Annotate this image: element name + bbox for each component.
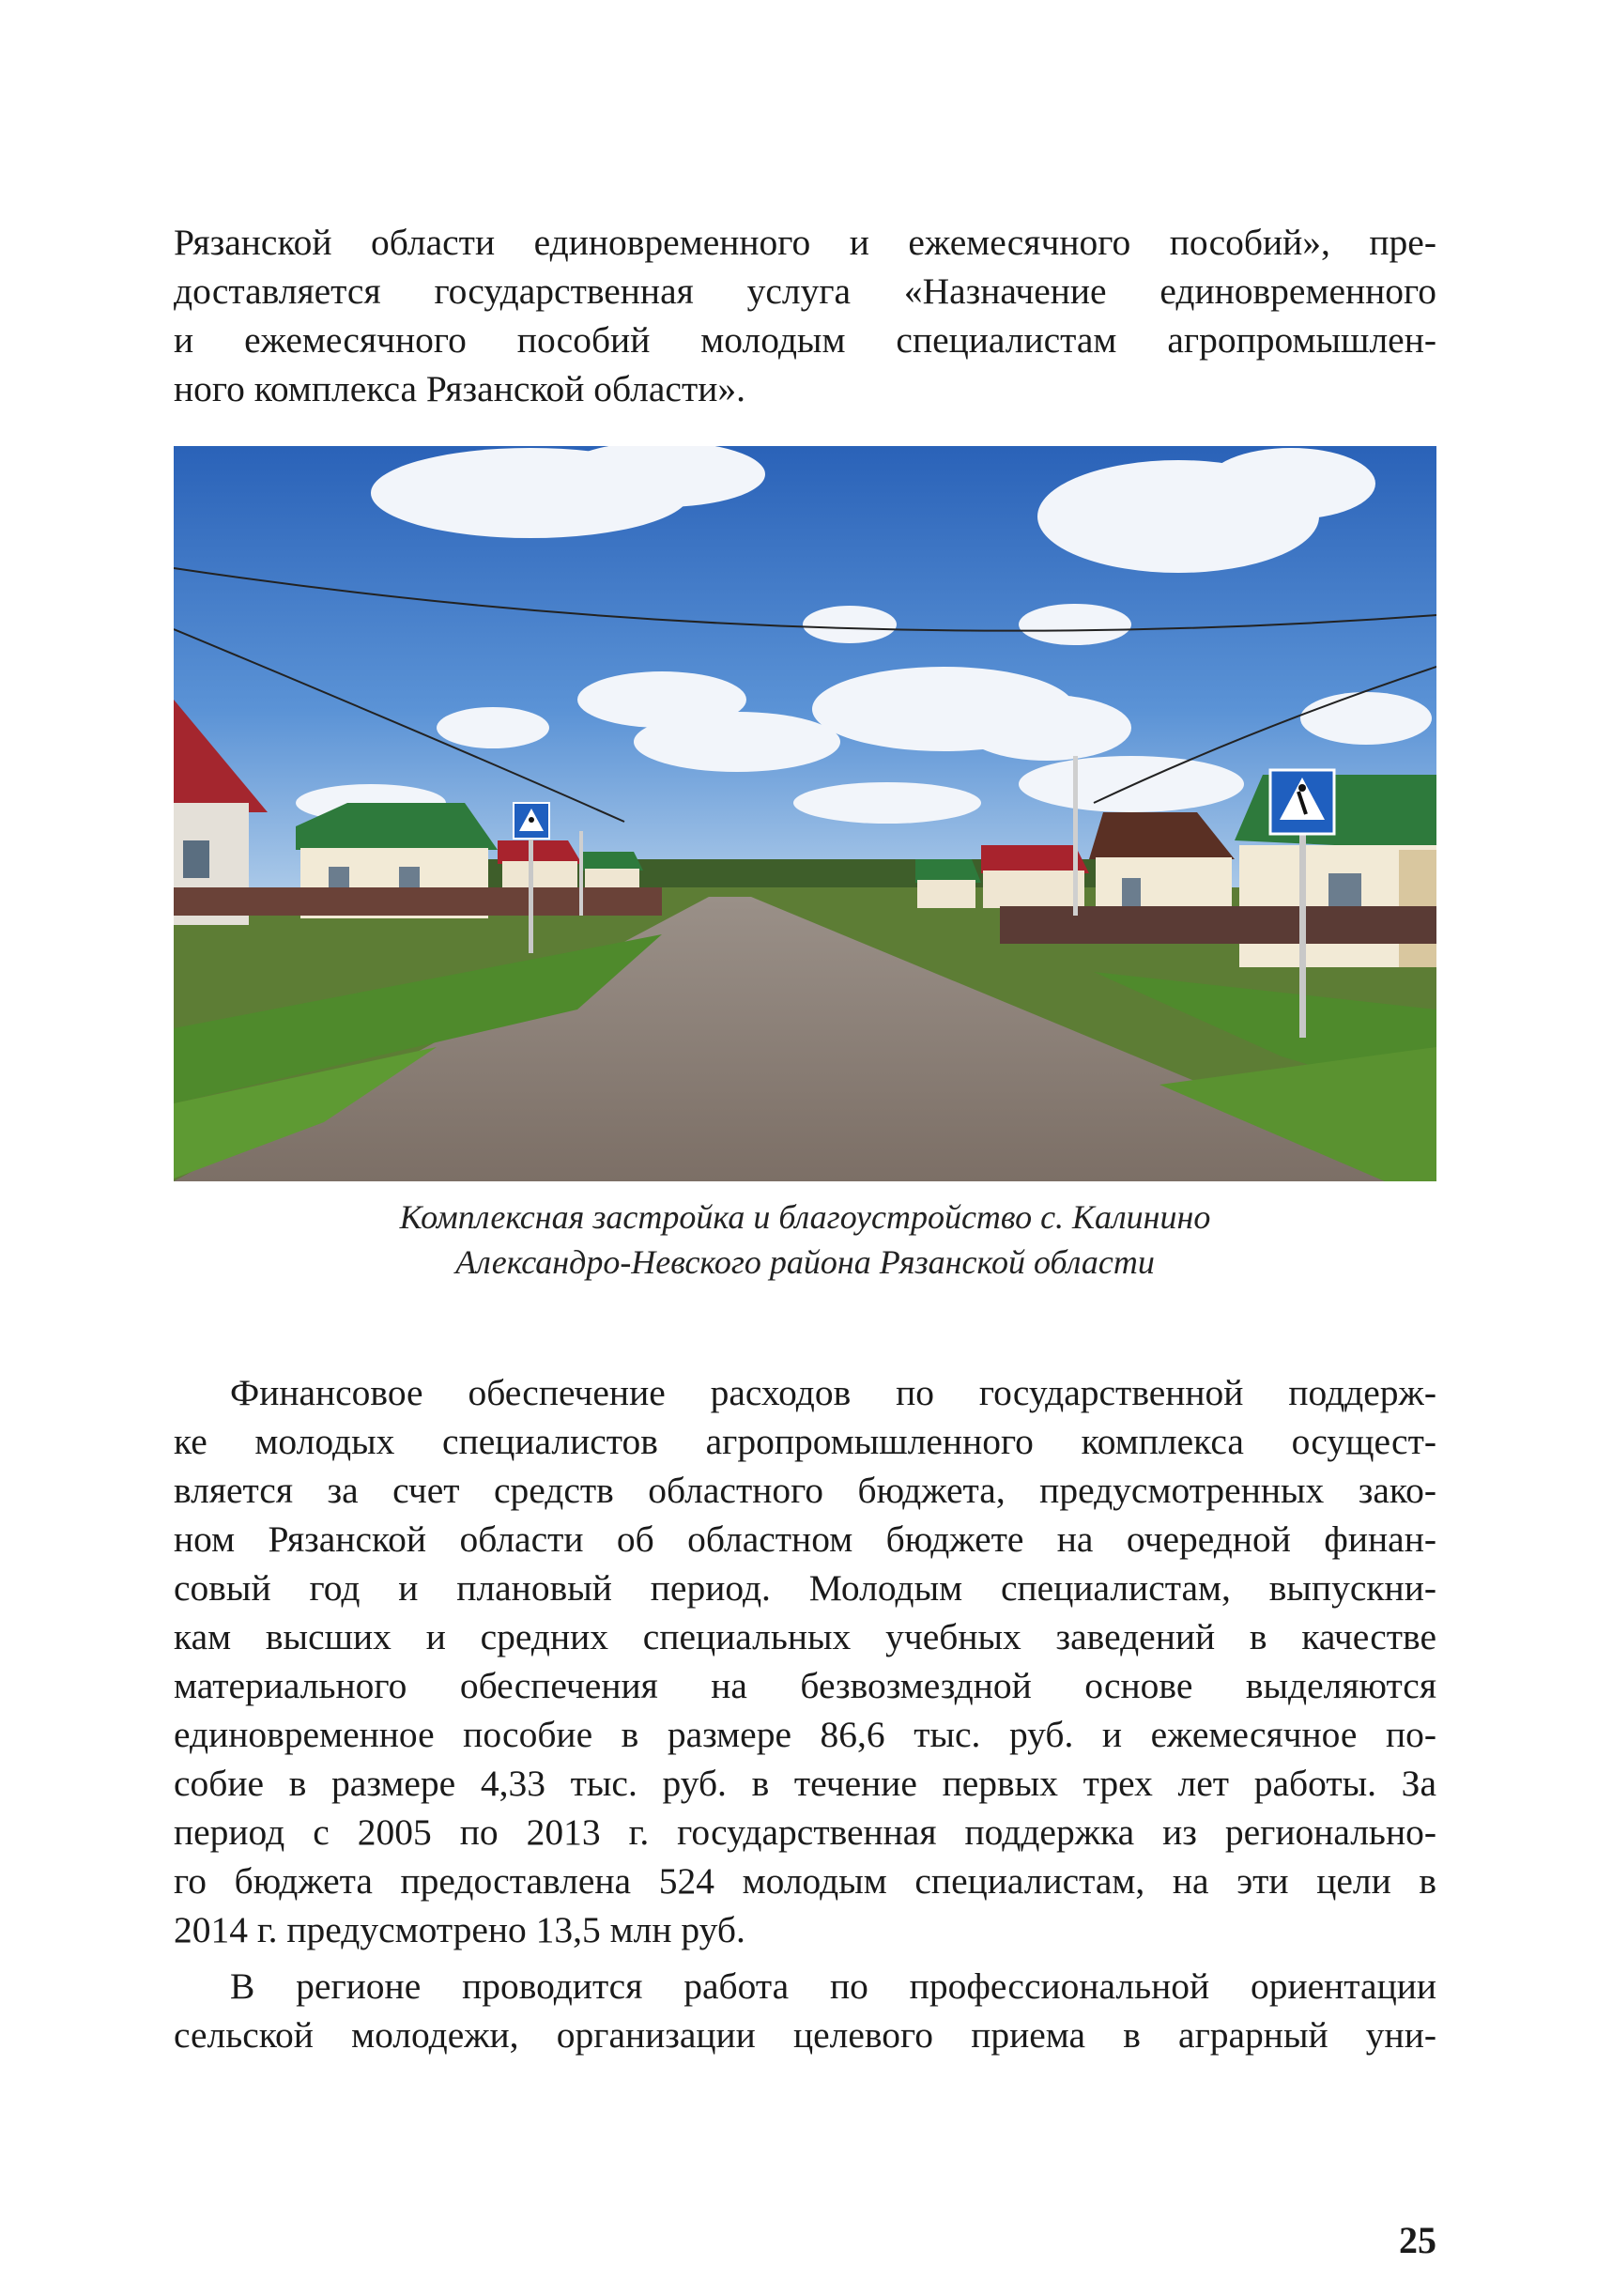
- text-line: В регионе проводится работа по профессиональной ориентации: [230, 1965, 1436, 2007]
- text-line: период с 2005 по 2013 г. государственная поддержка из регионально-: [174, 1811, 1436, 1853]
- text-line: единовременное пособие в размере 86,6 тыс. руб. и ежемесячное по-: [174, 1714, 1436, 1755]
- text-line: Финансовое обеспечение расходов по государственной поддерж-: [230, 1372, 1436, 1413]
- caption-line: Александро-Невского района Рязанской области: [455, 1243, 1155, 1281]
- light-pole: [579, 831, 583, 916]
- text-line: 2014 г. предусмотрено 13,5 млн руб.: [174, 1909, 745, 1950]
- text-line: доставляется государственная услуга «Назначение единовременного: [174, 270, 1436, 312]
- text-line: сельской молодежи, организации целевого приема в аграрный уни-: [174, 2014, 1436, 2056]
- text-line: материального обеспечения на безвозмездной основе выделяются: [174, 1665, 1436, 1706]
- text-line: собие в размере 4,33 тыс. руб. в течение первых трех лет работы. За: [174, 1763, 1436, 1804]
- caption-line: Комплексная застройка и благоустройство с. Калинино: [399, 1198, 1211, 1236]
- text-line: ке молодых специалистов агропромышленного комплекса осущест-: [174, 1421, 1436, 1462]
- text-line: кам высших и средних специальных учебных заведений в качестве: [174, 1616, 1436, 1657]
- text-line: совый год и плановый период. Молодым специалистам, выпускни-: [174, 1567, 1436, 1609]
- text-line: вляется за счет средств областного бюджета, предусмотренных зако-: [174, 1470, 1436, 1511]
- fence-left: [174, 887, 662, 916]
- fence-right: [1000, 906, 1436, 944]
- text-line: и ежемесячного пособий молодым специалистам агропромышлен-: [174, 319, 1436, 361]
- light-pole: [1073, 756, 1078, 916]
- text-line: ном Рязанской области об областном бюджете на очередной финан-: [174, 1518, 1436, 1560]
- text-line: го бюджета предоставлена 524 молодым специалистам, на эти цели в: [174, 1860, 1436, 1902]
- text-line: Рязанской области единовременного и ежемесячного пособий», пре-: [174, 222, 1436, 263]
- page-number: 25: [1399, 2219, 1436, 2261]
- village-street-photo: [174, 446, 1436, 1181]
- text-line: ного комплекса Рязанской области».: [174, 368, 745, 409]
